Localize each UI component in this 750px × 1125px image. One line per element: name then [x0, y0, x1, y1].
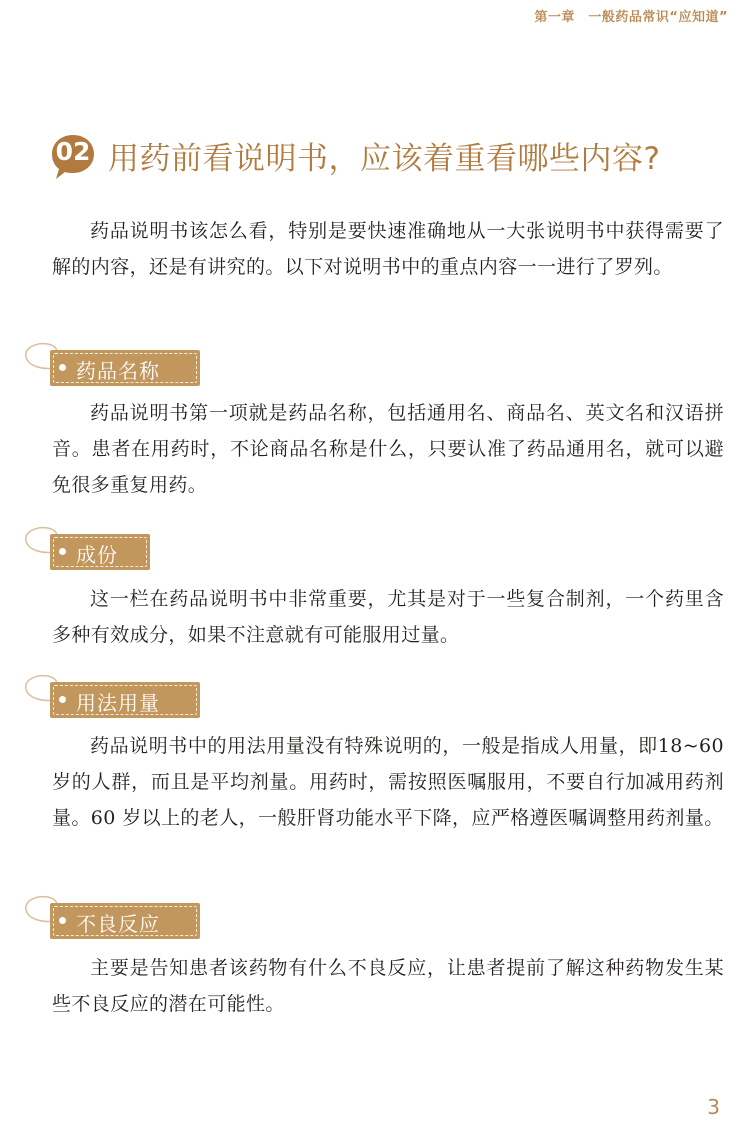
section-heading: 药品名称 [76, 359, 160, 383]
bullet-dot-icon [59, 364, 66, 371]
section-heading: 用法用量 [76, 691, 160, 715]
section-body: 主要是告知患者该药物有什么不良反应，让患者提前了解这种药物发生某些不良反应的潜在可能性。 [52, 957, 724, 1015]
section-heading: 不良反应 [76, 912, 160, 936]
bullet-dot-icon [59, 917, 66, 924]
question-heading [50, 131, 730, 181]
section-tag-dosage [22, 672, 212, 718]
running-head: 第一章 一般药品常识“应知道” [534, 10, 728, 25]
section-body: 药品说明书第一项就是药品名称，包括通用名、商品名、英文名和汉语拼音。患者在用药时，不论商品名称是什么，只要认准了药品通用名，就可以避免很多重复用药。 [52, 402, 724, 496]
bullet-dot-icon [59, 548, 66, 555]
tag-label-box [50, 534, 150, 570]
bullet-dot-icon [59, 696, 66, 703]
section-body: 药品说明书中的用法用量没有特殊说明的，一般是指成人用量，即18~60 岁的人群，而且是平均剂量。用药时，需按照医嘱服用，不要自行加减用药剂量。60 岁以上的老人，一般肝肾功能水平下降，应严格遵医嘱调整用药剂量。 [52, 735, 724, 829]
page-number: 3 [707, 1095, 720, 1119]
intro-paragraph: 药品说明书该怎么看，特别是要快速准确地从一大张说明书中获得需要了解的内容，还是有讲究的。以下对说明书中的重点内容一一进行了罗列。 [52, 220, 724, 278]
question-number: 02 [55, 137, 91, 166]
question-title: 用药前看说明书，应该着重看哪些内容? [108, 141, 661, 177]
tag-label-box [50, 903, 200, 939]
section-tag-adverse [22, 893, 212, 939]
question-number-badge [50, 133, 96, 177]
section-tag-name [22, 340, 212, 386]
section-heading: 成份 [76, 543, 118, 567]
section-body: 这一栏在药品说明书中非常重要，尤其是对于一些复合制剂，一个药里含多种有效成分，如果不注意就有可能服用过量。 [52, 588, 724, 646]
tag-label-box [50, 682, 200, 718]
section-tag-ingredients [22, 524, 212, 570]
tag-label-box [50, 350, 200, 386]
